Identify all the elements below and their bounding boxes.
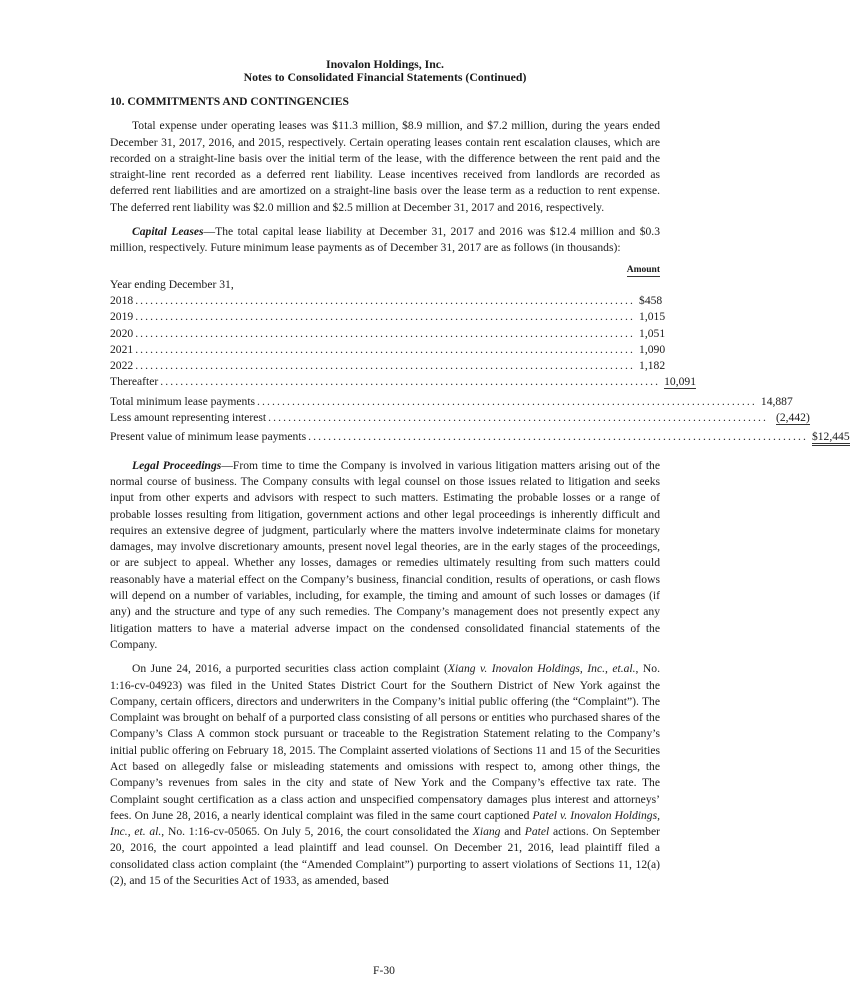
company-name: Inovalon Holdings, Inc. xyxy=(325,57,444,71)
table-row: Thereafter .................................................................................................... 10,091 xyxy=(110,375,697,389)
amount-column-header: Amount xyxy=(626,264,660,275)
class-action-paragraph: On June 24, 2016, a purported securities class action complaint (Xiang v. Inovalon Holdings, Inc., et.al., No. 1:16-cv-04923) was filed in the United States District Court for the Southern District of New York against the Company, certain officers, directors and underwriters in the Company’s initial public offering (the “Complaint”). The Complaint was brought on behalf of a purported class consisting of all persons or entities who purchased shares of the Company’s Class A common stock pursuant or traceable to the Registration Statement relating to the Company’s initial public offering on February 18, 2015. The Complaint asserted violations of Sections 11 and 15 of the Securities Act based on allegedly false or misleading statements and omissions with respect to, among other things, the Company’s revenues from sales in the city and state of New York and the Company’s effective tax rate. The Complaint sought certification as a class action and unspecified compensatory damages plus interest and attorneys’ fees. On June 28, 2016, a nearly identical complaint was filed in the same court captioned Patel v. Inovalon Holdings, Inc., et. al., No. 1:16-cv-05065. On July 5, 2016, the court consolidated the Xiang and Patel actions. On September 20, 2016, the court appointed a lead plaintiff and lead counsel. On December 21, 2016, lead plaintiff filed a consolidated class action complaint (the “Amended Complaint”) purporting to assert violations of Sections 11, 12(a)(2), and 15 of the Securities Act of 1933, as amended, based xyxy=(110,662,660,888)
legal-proceedings-title: Legal Proceedings xyxy=(132,458,222,472)
lease-payments-table xyxy=(110,263,850,446)
section-heading: 10. COMMITMENTS AND CONTINGENCIES xyxy=(110,95,349,108)
case-name: Xiang v. Inovalon Holdings, Inc., et.al. xyxy=(447,662,636,676)
table-row: 2021 .................................................................................................... 1,090 xyxy=(110,342,666,356)
table-row: 2018 .................................................................................................... $ 458 xyxy=(110,293,663,307)
page-number: F-30 xyxy=(373,964,395,977)
capital-leases-paragraph xyxy=(110,224,660,257)
table-row: 2022 .................................................................................................... 1,182 xyxy=(110,359,666,373)
group-label-row: Year ending December 31, xyxy=(110,277,234,291)
present-value-row: Present value of minimum lease payments .................................................................................................... $12,445 xyxy=(110,429,660,445)
capital-leases-title: Capital Leases xyxy=(132,225,204,239)
total-row: Total minimum lease payments .................................................................................................... 14,887 xyxy=(110,394,793,408)
capital-leases-text: —The total capital lease liability at December 31, 2017 and 2016 was $12.4 million and $0.3 million, respectively. Future minimum lease payments as of December 31, 2017 are as follows (in thousands): xyxy=(110,225,660,255)
page-title: Notes to Consolidated Financial Statements (Continued) xyxy=(243,70,527,84)
table-row: 2020 .................................................................................................... 1,051 xyxy=(110,326,666,340)
case-name: Patel v. Inovalon Holdings, Inc., et. al. xyxy=(110,808,660,839)
document-page xyxy=(110,57,850,889)
operating-leases-paragraph: Total expense under operating leases was $11.3 million, $8.9 million, and $7.2 million, during the years ended December 31, 2017, 2016, and 2015, respectively. Certain operating leases contain rent escalation clauses, which are recorded on a straight-line basis over the initial term of the lease, with the difference between the rent paid and the straight-line rent recorded as a deferred rent liability. Lease incentives received from landlords are recorded as deferred rent liabilities and are amortized on a straight-line basis over the lease term as a reduction to rent expense. The deferred rent liability was $2.0 million and $2.5 million at December 31, 2017 and 2016, respectively. xyxy=(110,119,660,214)
interest-row: Less amount representing interest .................................................................................................... (2,442) xyxy=(110,411,810,425)
legal-proceedings-paragraph: Legal Proceedings—From time to time the Company is involved in various litigation matters arising out of the normal course of business. The Company consults with legal counsel on those issues related to litigation and seeks input from other experts and advisors with respect to such matters. Estimating the probable losses or a range of probable losses resulting from litigation, government actions and other legal proceedings is inherently difficult and requires an extensive degree of judgment, particularly where the matters involve indeterminate claims for monetary damages, may involve discretionary amounts, present novel legal theories, are in the early stages of the proceedings, or are subject to appeal. Whether any losses, damages or remedies ultimately resulting from such matters could reasonably have a material effect on the Company’s business, financial condition, results of operations, or cash flows will depend on a number of variables, including, for example, the timing and amount of such losses or damages (if any) and the structure and type of any such remedies. The Company’s management does not presently expect any litigation matters to have a material adverse impact on the condensed consolidated financial statements of the Company. xyxy=(110,458,660,651)
table-row: 2019 .................................................................................................... 1,015 xyxy=(110,310,666,324)
